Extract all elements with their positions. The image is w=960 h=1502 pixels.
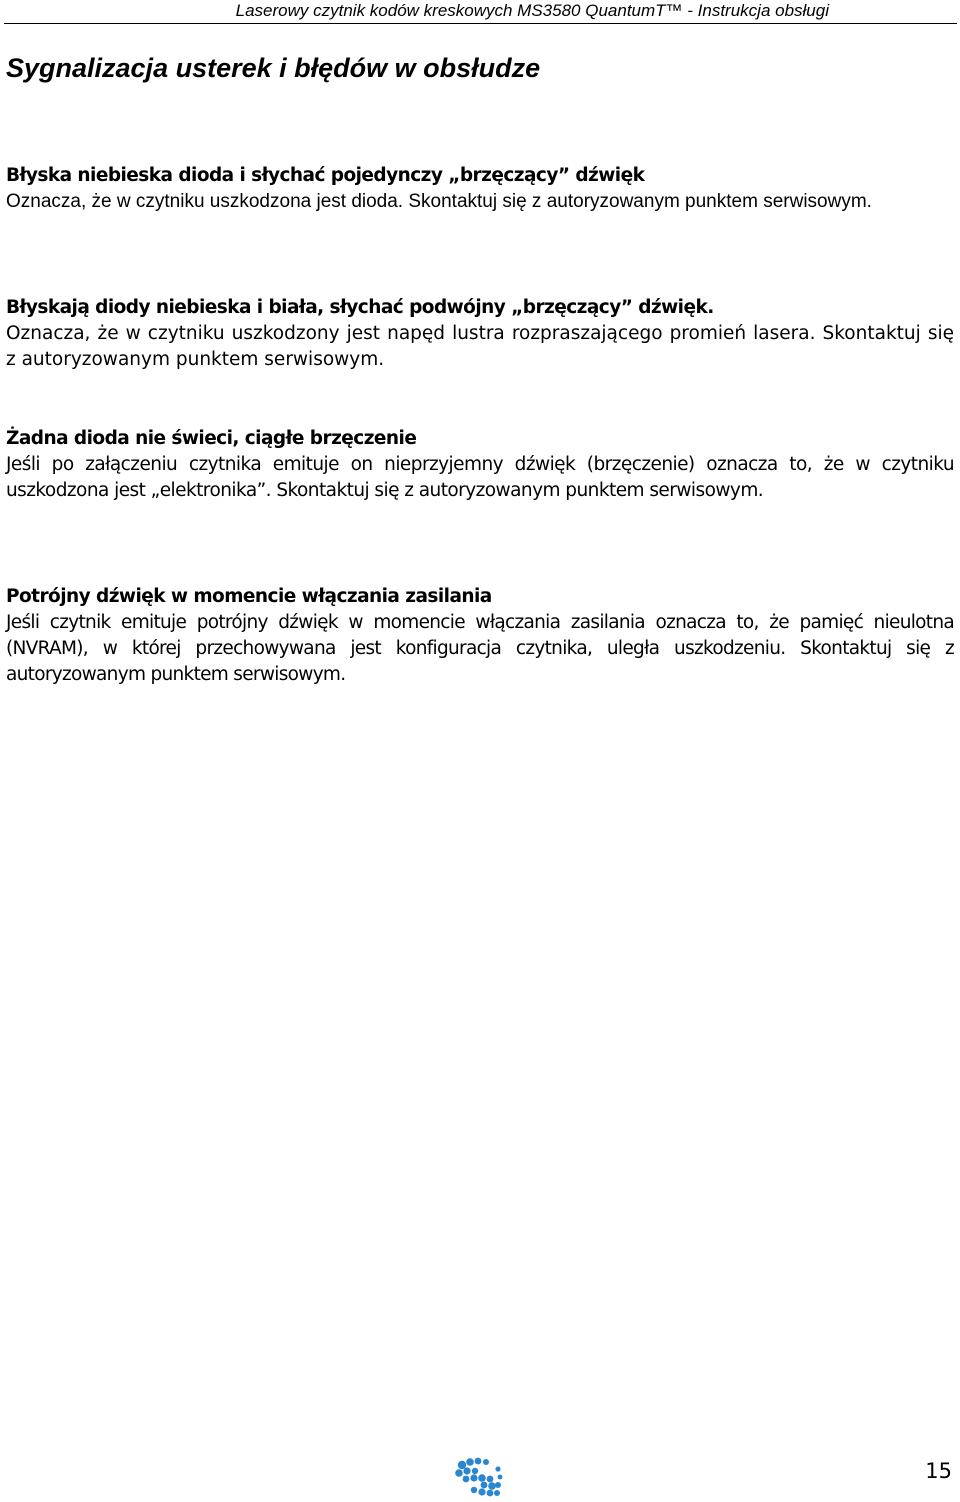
logo-dot	[494, 1490, 500, 1496]
logo-dot	[470, 1474, 477, 1481]
logo-dot	[481, 1482, 488, 1489]
logo-dot	[472, 1468, 478, 1474]
entry-triple-beep-power-on	[6, 584, 954, 688]
entry-body: Jeśli czytnik emituje potrójny dźwięk w momencie włączania zasilania oznacza to, że pamięć nieulotna (NVRAM), w której przechowywana jest konfiguracja czytnika, uległa uszkodzeniu. Skontaktuj się z autoryzowanym punktem serwisowym.	[6, 612, 954, 685]
entry-heading: Błyskają diody niebieska i biała, słychać podwójny „brzęczący” dźwięk.	[6, 297, 714, 318]
entry-no-led-continuous-buzz	[6, 426, 954, 504]
logo-dot	[487, 1476, 494, 1483]
logo-dot	[478, 1474, 486, 1482]
entry-body: Oznacza, że w czytniku uszkodzona jest dioda. Skontaktuj się z autoryzowanym punktem serwisowym.	[6, 191, 872, 212]
section-title: Sygnalizacja usterek i błędów w obsłudze	[6, 53, 541, 83]
logo-dot	[498, 1475, 503, 1480]
page-number: 15	[925, 1459, 952, 1483]
entry-blue-white-led-double-beep	[6, 295, 954, 373]
logo-dot	[466, 1458, 474, 1466]
logo-dot	[455, 1469, 463, 1477]
logo-dot	[463, 1467, 470, 1474]
logo-dot	[483, 1459, 489, 1465]
logo-dot	[488, 1482, 496, 1490]
logo-dot	[458, 1461, 466, 1469]
logo-dot	[495, 1466, 500, 1471]
logo-icon	[454, 1456, 506, 1500]
logo-dot	[475, 1458, 482, 1465]
entry-blue-led-single-beep	[6, 163, 954, 215]
entry-body: Jeśli po załączeniu czytnika emituje on nieprzyjemny dźwięk (brzęczenie) oznacza to, że w czytniku uszkodzona jest „elektronika”. Skontaktuj się z autoryzowanym punktem serwisowym.	[6, 454, 954, 501]
logo-dot	[478, 1488, 485, 1495]
header-rule	[4, 23, 957, 24]
entry-body: Oznacza, że w czytniku uszkodzony jest napęd lustra rozpraszającego promień lasera. Skontaktuj się z autoryzowanym punktem serwisowym.	[6, 323, 954, 370]
logo-dot	[471, 1487, 477, 1493]
entry-heading: Żadna dioda nie świeci, ciągłe brzęczenie	[6, 428, 417, 449]
logo-dot	[463, 1476, 470, 1483]
entry-heading: Potrójny dźwięk w momencie włączania zasilania	[6, 586, 492, 607]
logo-dot	[487, 1490, 494, 1497]
logo-dot	[495, 1482, 501, 1488]
entry-heading: Błyska niebieska dioda i słychać pojedynczy „brzęczący” dźwięk	[6, 165, 645, 186]
running-header: Laserowy czytnik kodów kreskowych MS3580 QuantumT™ - Instrukcja obsługi	[235, 1, 829, 20]
